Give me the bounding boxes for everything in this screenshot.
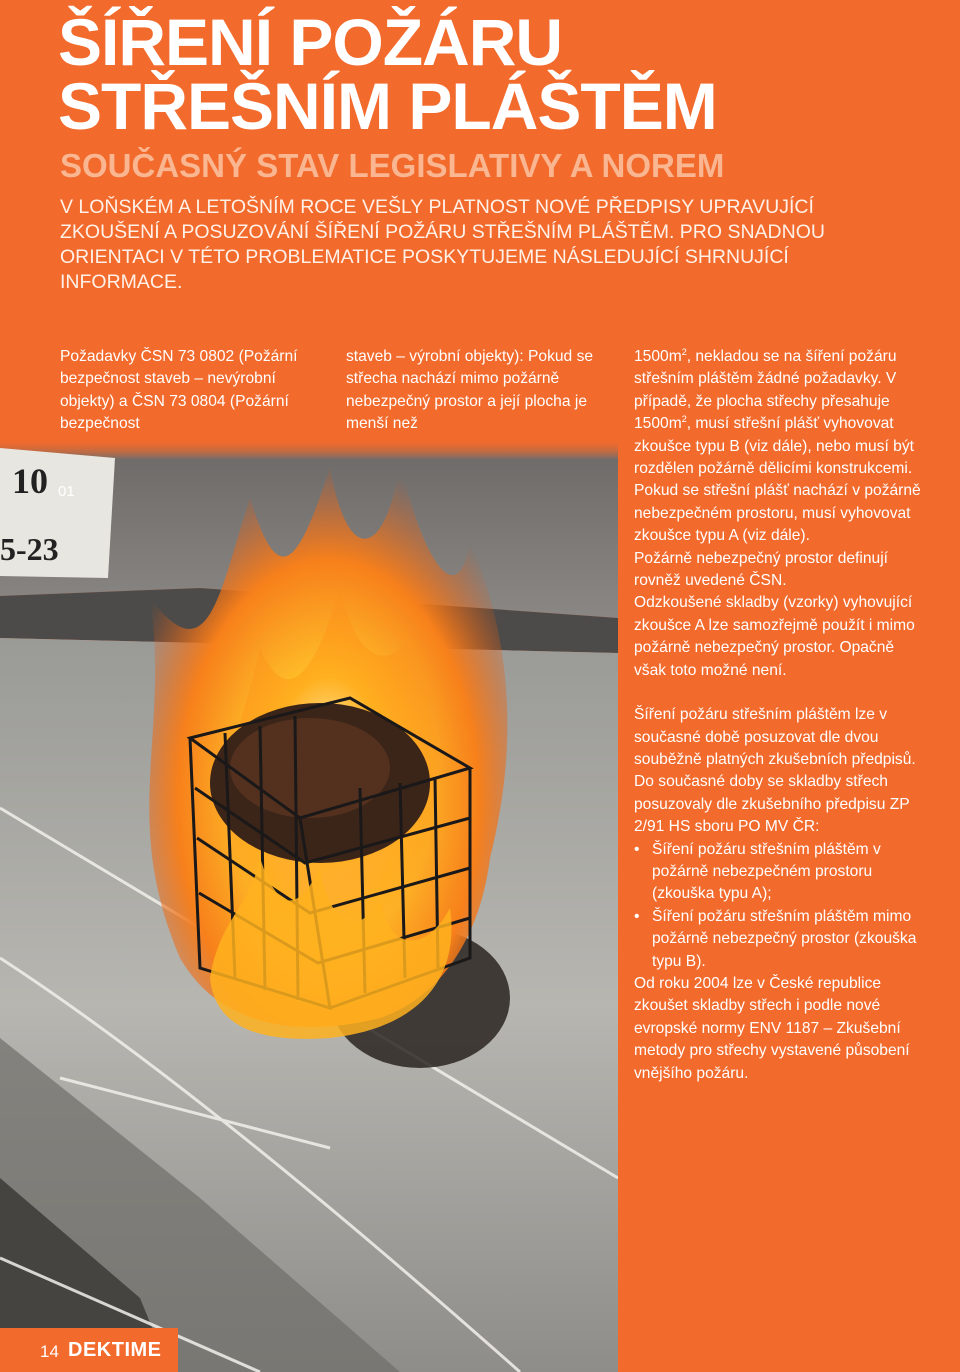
column-3-paragraph-5: Od roku 2004 lze v České republice zkoušet skladby střech i podle nové evropské normy ENV 1187 – Zkušební metody pro střechy vystavené působení vnějšího požáru. [634, 974, 910, 1082]
test-sign [0, 448, 115, 578]
bullet-icon: • [634, 840, 640, 858]
column-3 [634, 346, 924, 1085]
page-subtitle: SOUČASNÝ STAV LEGISLATIVY A NOREM [60, 147, 725, 184]
sign-text-2: 5-23 [0, 531, 59, 567]
fire-test-photo [0, 438, 618, 1372]
column-2-text: staveb – výrobní objekty): Pokud se střecha nachází mimo požárně nebezpečný prostor a její plocha je menší než [346, 348, 594, 433]
title-line-1: ŠÍŘENÍ POŽÁRU [58, 5, 563, 79]
sign-text-1: 10 [12, 461, 48, 501]
lead-paragraph: V LOŇSKÉM A LETOŠNÍM ROCE VEŠLY PLATNOST NOVÉ PŘEDPISY UPRAVUJÍCÍ ZKOUŠENÍ A POSUZOVÁNÍ ŠÍŘENÍ POŽÁRU STŘEŠNÍM PLÁŠTĚM. PRO SNADNOU ORIENTACI V TÉTO PROBLEMATICE POSKYTUJEME NÁSLEDUJÍCÍ SHRNUJÍCÍ INFORMACE. [60, 196, 825, 293]
figure-number: 01 [58, 483, 75, 500]
column-3-paragraph-1: $1500m^2$, nekladou se na šíření požáru střešním pláštěm žádné požadavky. V případě, že plocha střechy přesahuje $1500m^2$, musí střešní plášť vyhovovat zkoušce typu B (viz dále), nebo musí být rozdělen požárně dělicími konstrukcemi. Pokud se střešní plášť nachází v požárně nebezpečném prostoru, musí vyhovovat zkoušce typu A (viz dále). [634, 346, 921, 545]
column-2 [346, 346, 616, 436]
list-item: • Šíření požáru střešním pláštěm mimo požárně nebezpečný prostor (zkouška typu B). [634, 907, 917, 970]
list-item: • Šíření požáru střešním pláštěm v požárně nebezpečném prostoru (zkouška typu A); [634, 840, 881, 903]
column-3-paragraph-3: Odzkoušené skladby (vzorky) vyhovující zkoušce A lze samozřejmě použít i mimo požárně nebezpečný prostor. Opačně však toto možné není. [634, 594, 915, 679]
column-1 [60, 346, 310, 436]
brand-logo: DEKTIME [68, 1339, 162, 1361]
page-number: 14 [40, 1342, 59, 1361]
bullet-icon: • [634, 907, 640, 925]
column-3-paragraph-4: Šíření požáru střešním pláštěm lze v současné době posuzovat dle dvou souběžně platných zkušebních předpisů. Do současné doby se skladby střech posuzovaly dle zkušebního předpisu ZP 2/91 HS sboru PO MV ČR: [634, 706, 916, 836]
column-3-paragraph-2: Požárně nebezpečný prostor definují rovněž uvedené ČSN. [634, 549, 888, 590]
page-title [58, 5, 938, 143]
column-1-text: Požadavky ČSN 73 0802 (Požární bezpečnost staveb – nevýrobní objekty) a ČSN 73 0804 (Požární bezpečnost [60, 348, 298, 433]
title-line-2: STŘEŠNÍM PLÁŠTĚM [58, 69, 717, 143]
